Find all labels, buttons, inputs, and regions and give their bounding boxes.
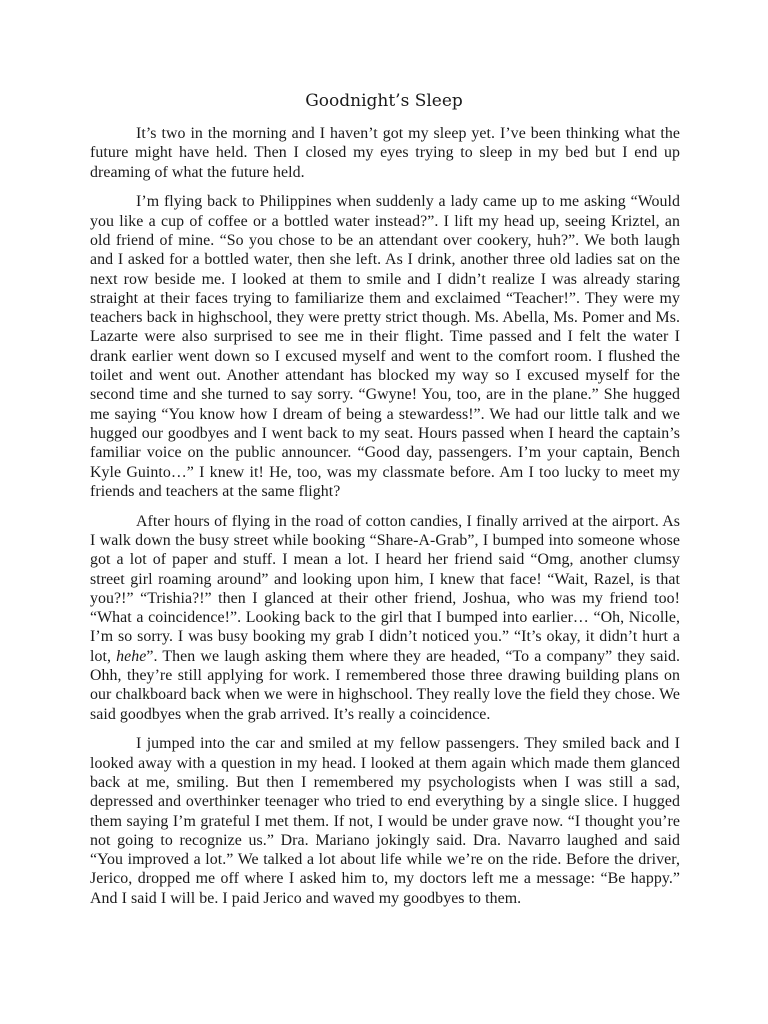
paragraph-3-text-before: After hours of flying in the road of cotton candies, I finally arrived at the airport. As I walk down the busy street while booking “Share-A-Grab”, I bumped into someone whose got a lot of paper and stuff. I mean a lot. I heard her friend said “Omg, another clumsy street girl roaming around” and looking upon him, I knew that face! “Wait, Razel, is that you?!” “Trishia?!” then I glanced at their other friend, Joshua, who was my friend too! “What a coincidence!”. Looking back to the girl that I bumped into earlier… “Oh, Nicolle, I’m so sorry. I was busy booking my grab I didn’t noticed you.” “It’s okay, it didn’t hurt a lot, (90, 512, 680, 665)
paragraph-1: It’s two in the morning and I haven’t got my sleep yet. I’ve been thinking what the future might have held. Then I closed my eyes trying to sleep in my bed but I end up dreaming of what the future held. (90, 125, 680, 181)
paragraph-2: I’m flying back to Philippines when suddenly a lady came up to me asking “Would you like a cup of coffee or a bottled water instead?”. I lift my head up, seeing Kriztel, an old friend of mine. “So you chose to be an attendant over cookery, huh?”. We both laugh and I asked for a bottled water, then she left. As I drink, another three old ladies sat on the next row beside me. I looked at them to smile and I didn’t realize I was already staring straight at their faces trying to familiarize them and exclaimed “Teacher!”. They were my teachers back in highschool, they were pretty strict though. Ms. Abella, Ms. Pomer and Ms. Lazarte were also surprised to see me in their flight. Time passed and I felt the water I drank earlier went down so I excused myself and went to the comfort room. I flushed the toilet and went out. Another attendant has blocked my way so I excused myself for the second time and she turned to say sorry. “Gwyne! You, too, are in the plane.” She hugged me saying “You know how I dream of being a stewardess!”. We had our little talk and we hugged our goodbyes and I went back to my seat. Hours passed when I heard the captain’s familiar voice on the public announcer. “Good day, passengers. I’m your captain, Bench Kyle Guinto…” I knew it! He, too, was my classmate before. Am I too lucky to meet my friends and teachers at the same flight? (90, 193, 680, 500)
paragraph-3-text-after: ”. Then we laugh asking them where they are headed, “To a company” they said. Ohh, they’re still applying for work. I remembered those three drawing building plans on our chalkboard back when we were in highschool. They really love the field they chose. We said goodbyes when the grab arrived. It’s really a coincidence. (90, 647, 681, 723)
paragraph-3-italic-text: hehe (116, 647, 147, 665)
document-title: Goodnight’s Sleep (305, 91, 463, 111)
document-body (90, 124, 680, 919)
paragraph-3 (90, 512, 680, 724)
paragraph-4: I jumped into the car and smiled at my fellow passengers. They smiled back and I looked away with a question in my head. I looked at them again which made them glanced back at me, smiling. But then I remembered my psychologists when I was still a sad, depressed and overthinker teenager who tried to end everything by a single slice. I hugged them saying I’m grateful I met them. If not, I would be under grave now. “I thought you’re not going to recognize us.” Dra. Mariano jokingly said. Dra. Navarro laughed and said “You improved a lot.” We talked a lot about life while we’re on the ride. Before the driver, Jerico, dropped me off where I asked him to, my doctors left me a message: “Be happy.” And I said I will be. I paid Jerico and waved my goodbyes to them. (90, 735, 680, 907)
